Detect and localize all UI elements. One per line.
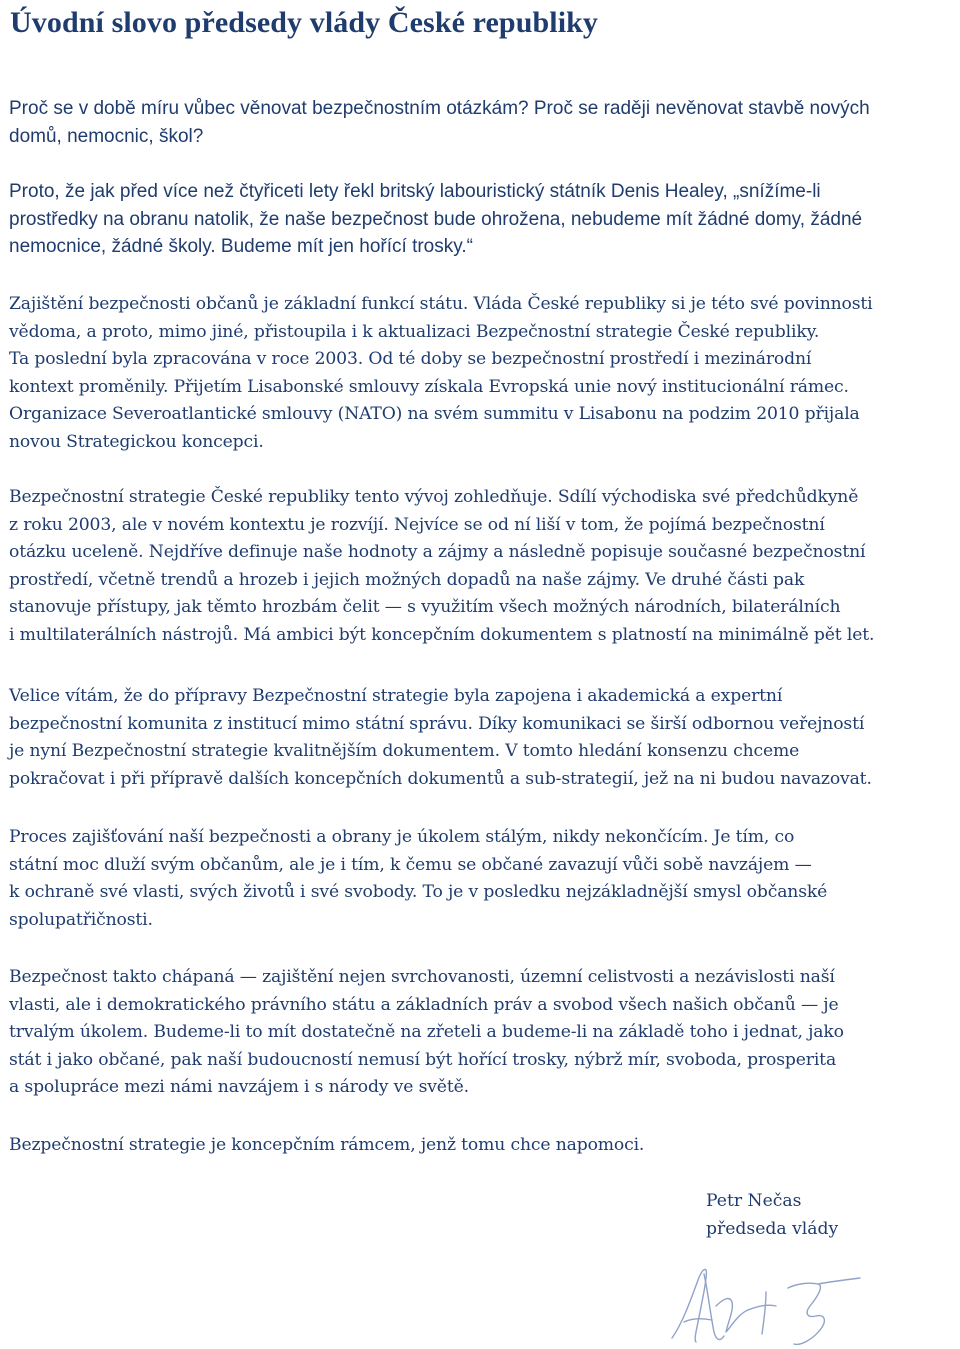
paragraph-line: prostředky na obranu natolik, že naše bezpečnost bude ohrožena, nebudeme mít žádné domy, žádné [9, 208, 863, 230]
signature-block [706, 1187, 838, 1243]
paragraph-line: Bezpečnostní strategie je koncepčním rámcem, jenž tomu chce napomoci. [9, 1135, 645, 1155]
paragraph-healey-quote [9, 178, 862, 261]
handwritten-signature [668, 1262, 868, 1347]
signatory-name: Petr Nečas [706, 1191, 802, 1211]
paragraph-line: trvalým úkolem. Budeme-li to mít dostatečně na zřeteli a budeme-li na základě toho i jednat, jako [9, 1022, 844, 1042]
signatory-role: předseda vlády [706, 1219, 839, 1239]
paragraph-line: prostředí, včetně trendů a hrozeb i jejich možných dopadů na naše zájmy. Ve druhé části pak [9, 569, 805, 590]
paragraph-line: a spolupráce mezi námi navzájem i s národy ve světě. [9, 1077, 469, 1097]
paragraph-line: Organizace Severoatlantické smlouvy (NATO) na svém summitu v Lisabonu na podzim 2010 přijala [9, 404, 860, 424]
document-title: Úvodní slovo předsedy vlády České republiky [10, 6, 599, 39]
paragraph-line: Proces zajišťování naší bezpečnosti a obrany je úkolem stálým, nikdy nekončícím. Je tím, co [9, 827, 795, 847]
paragraph-line: domů, nemocnic, škol? [9, 125, 204, 147]
paragraph-line: pokračovat i při přípravě dalších koncepčních dokumentů a sub-strategií, jež na ni budou navazovat. [9, 768, 872, 789]
paragraph-line: novou Strategickou koncepci. [9, 431, 264, 452]
paragraph-line: bezpečnostní komunita z institucí mimo státní správu. Díky komunikaci se širší odbornou veřejností [9, 713, 865, 734]
paragraph-ongoing-process [9, 824, 827, 934]
paragraph-line: k ochraně své vlasti, svých životů i své svobody. To je v posledku nejzákladnější smysl občanské [9, 882, 828, 902]
paragraph-line: nemocnice, žádné školy. Budeme mít jen hořící trosky.“ [9, 236, 473, 257]
paragraph-line: Proto, že jak před více než čtyřiceti lety řekl britský labouristický státník Denis Healey, „snížíme-li [9, 181, 821, 202]
paragraph-academic-community [9, 683, 872, 793]
paragraph-state-function [9, 291, 873, 456]
paragraph-line: vědoma, a proto, mimo jiné, přistoupila i k aktualizaci Bezpečnostní strategie České republiky. [9, 321, 820, 342]
paragraph-line: Proč se v době míru vůbec věnovat bezpečnostním otázkám? Proč se raději nevěnovat stavbě nových [9, 98, 870, 119]
paragraph-line: z roku 2003, ale v novém kontextu je rozvíjí. Nejvíce se od ní liší v tom, že pojímá bezpečnostní [9, 514, 825, 535]
paragraph-line: spolupatřičnosti. [9, 909, 153, 930]
paragraph-line: státní moc dluží svým občanům, ale je i tím, k čemu se občané zavazují vůči sobě navzájem — [9, 854, 812, 875]
paragraph-security-understood [9, 964, 844, 1102]
paragraph-line: Zajištění bezpečnosti občanů je základní funkcí státu. Vláda České republiky si je této své povinnosti [9, 294, 873, 314]
paragraph-line: Ta poslední byla zpracována v roce 2003. Od té doby se bezpečnostní prostředí i mezinárodní [9, 349, 812, 369]
paragraph-line: stanovuje přístupy, jak těmto hrozbám čelit — s využitím všech možných národních, bilaterálních [9, 597, 841, 617]
paragraph-intro-question [9, 95, 870, 150]
paragraph-line: Bezpečnostní strategie České republiky tento vývoj zohledňuje. Sdílí východiska své předchůdkyně [9, 487, 859, 507]
paragraph-line: i multilaterálních nástrojů. Má ambici být koncepčním dokumentem s platností na minimálně pět let. [9, 624, 875, 645]
paragraph-line: Velice vítám, že do přípravy Bezpečnostní strategie byla zapojena i akademická a expertní [9, 686, 783, 706]
paragraph-closing [9, 1132, 644, 1160]
paragraph-line: vlasti, ale i demokratického právního státu a základních práv a svobod všech našich občanů — je [9, 994, 839, 1015]
paragraph-line: otázku uceleně. Nejdříve definuje naše hodnoty a zájmy a následně popisuje současné bezpečnostní [9, 542, 866, 562]
paragraph-line: je nyní Bezpečnostní strategie kvalitnějším dokumentem. V tomto hledání konsenzu chceme [9, 741, 800, 761]
paragraph-line: stát i jako občané, pak naší budoucností nemusí být hořící trosky, nýbrž mír, svoboda, prosperita [9, 1049, 837, 1070]
paragraph-line: kontext proměnily. Přijetím Lisabonské smlouvy získala Evropská unie nový institucionální rámec. [9, 376, 849, 397]
paragraph-strategy-development [9, 484, 874, 649]
paragraph-line: Bezpečnost takto chápaná — zajištění nejen svrchovanosti, územní celistvosti a nezávislosti naší [9, 967, 835, 987]
